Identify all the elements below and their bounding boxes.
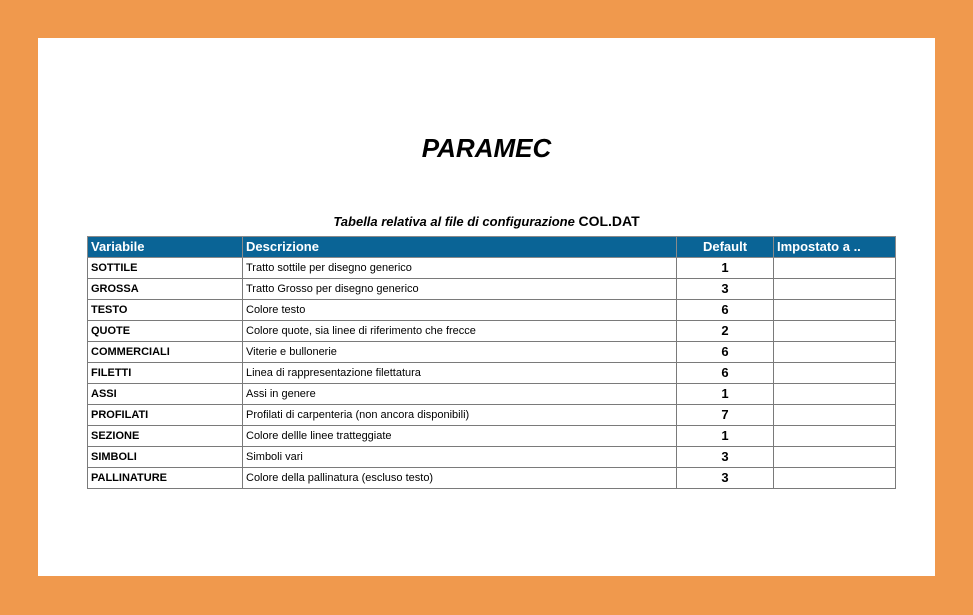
cell-variabile: TESTO	[88, 300, 243, 321]
cell-variabile: SEZIONE	[88, 426, 243, 447]
table-row	[88, 300, 896, 321]
cell-impostato	[774, 321, 896, 342]
cell-variabile: PROFILATI	[88, 405, 243, 426]
cell-descrizione: Tratto Grosso per disegno generico	[243, 279, 677, 300]
table-row	[88, 405, 896, 426]
cell-impostato	[774, 468, 896, 489]
table-header-row	[88, 237, 896, 258]
table-row	[88, 321, 896, 342]
table-row	[88, 363, 896, 384]
cell-impostato	[774, 300, 896, 321]
cell-descrizione: Tratto sottile per disegno generico	[243, 258, 677, 279]
cell-default: 1	[677, 426, 774, 447]
cell-descrizione: Assi in genere	[243, 384, 677, 405]
cell-default: 6	[677, 342, 774, 363]
config-table	[87, 236, 896, 489]
cell-variabile: ASSI	[88, 384, 243, 405]
cell-descrizione: Colore dellle linee tratteggiate	[243, 426, 677, 447]
cell-variabile: COMMERCIALI	[88, 342, 243, 363]
table-row	[88, 447, 896, 468]
cell-default: 1	[677, 384, 774, 405]
table-row	[88, 342, 896, 363]
header-variabile: Variabile	[88, 237, 243, 258]
cell-variabile: SIMBOLI	[88, 447, 243, 468]
cell-variabile: SOTTILE	[88, 258, 243, 279]
subtitle-filename: COL.DAT	[578, 213, 640, 229]
cell-impostato	[774, 447, 896, 468]
cell-impostato	[774, 384, 896, 405]
cell-impostato	[774, 279, 896, 300]
header-impostato: Impostato a ..	[774, 237, 896, 258]
cell-variabile: GROSSA	[88, 279, 243, 300]
cell-descrizione: Colore quote, sia linee di riferimento che frecce	[243, 321, 677, 342]
cell-impostato	[774, 258, 896, 279]
cell-default: 2	[677, 321, 774, 342]
cell-default: 1	[677, 258, 774, 279]
table-row	[88, 384, 896, 405]
cell-impostato	[774, 426, 896, 447]
cell-default: 3	[677, 468, 774, 489]
cell-descrizione: Simboli vari	[243, 447, 677, 468]
table-row	[88, 426, 896, 447]
cell-impostato	[774, 405, 896, 426]
cell-default: 6	[677, 363, 774, 384]
cell-impostato	[774, 363, 896, 384]
header-default: Default	[677, 237, 774, 258]
page-title: PARAMEC	[421, 133, 552, 163]
cell-variabile: PALLINATURE	[88, 468, 243, 489]
subtitle-lead: Tabella relativa al file di configurazione	[333, 214, 575, 229]
table-row	[88, 279, 896, 300]
cell-default: 3	[677, 279, 774, 300]
table-row	[88, 468, 896, 489]
cell-descrizione: Colore testo	[243, 300, 677, 321]
cell-impostato	[774, 342, 896, 363]
page-subtitle	[38, 213, 935, 230]
cell-variabile: QUOTE	[88, 321, 243, 342]
cell-descrizione: Colore della pallinatura (escluso testo)	[243, 468, 677, 489]
cell-descrizione: Viterie e bullonerie	[243, 342, 677, 363]
table-body	[88, 258, 896, 489]
cell-default: 7	[677, 405, 774, 426]
table-row	[88, 258, 896, 279]
header-descrizione: Descrizione	[243, 237, 677, 258]
cell-default: 3	[677, 447, 774, 468]
cell-descrizione: Profilati di carpenteria (non ancora disponibili)	[243, 405, 677, 426]
cell-default: 6	[677, 300, 774, 321]
cell-variabile: FILETTI	[88, 363, 243, 384]
cell-descrizione: Linea di rappresentazione filettatura	[243, 363, 677, 384]
